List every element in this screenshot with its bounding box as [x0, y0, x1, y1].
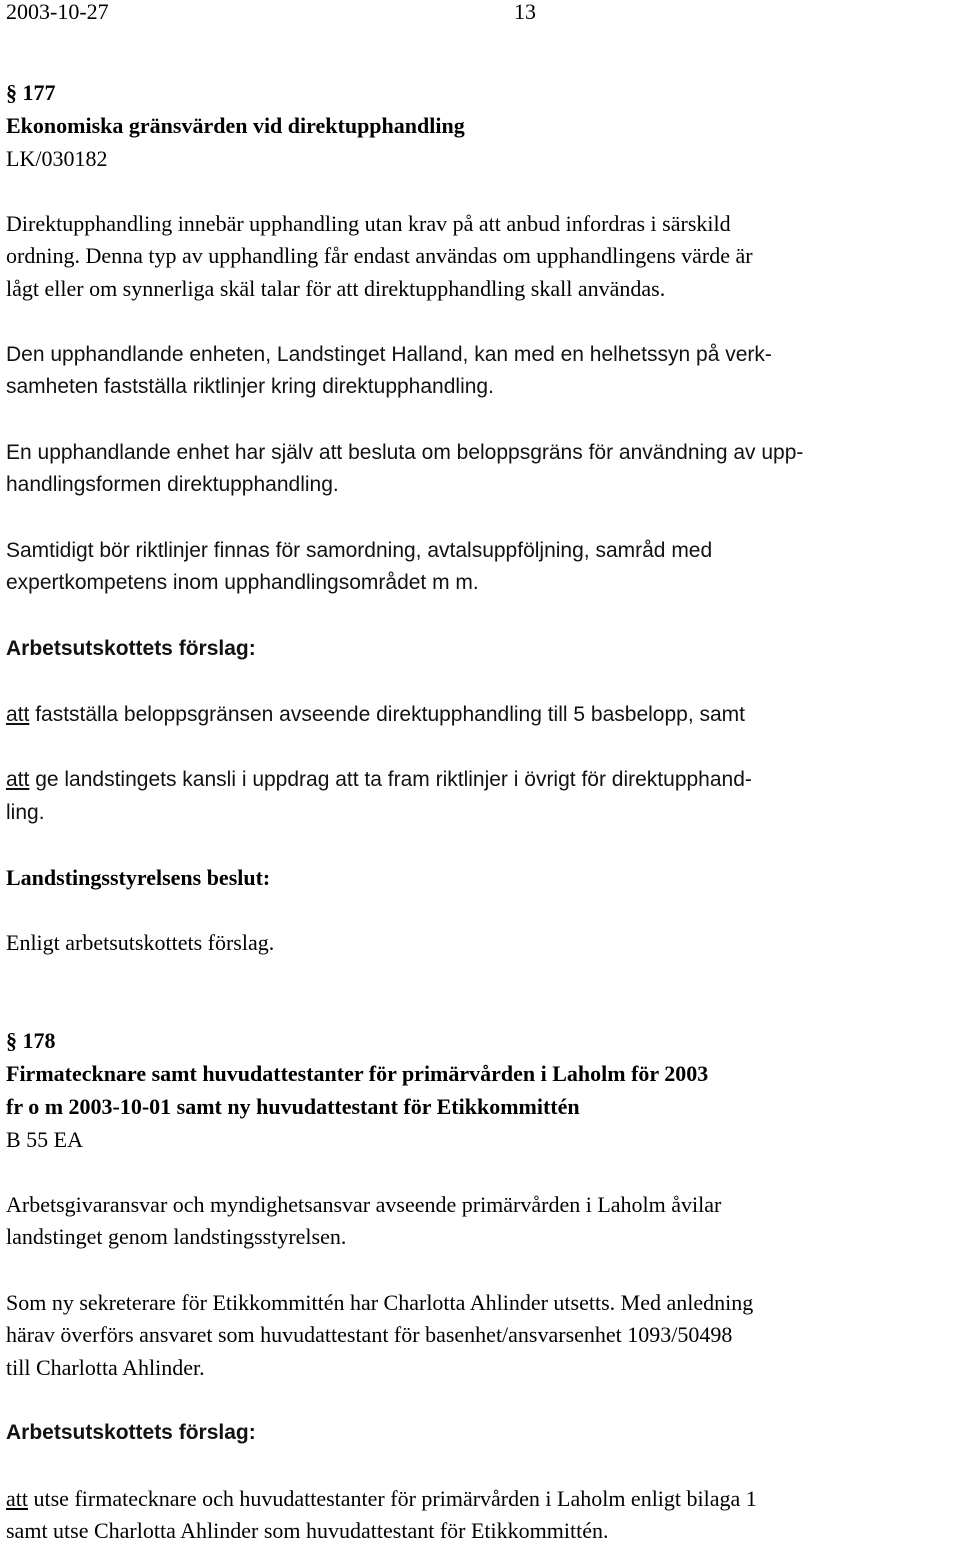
proposal-text: utse firmatecknare och huvudattestanter för primärvården i Laholm enligt bilaga 1: [28, 1486, 757, 1511]
att-keyword: att: [6, 703, 30, 726]
section-178-para1-line2: landstinget genom landstingsstyrelsen.: [6, 1224, 347, 1249]
section-178-proposal-heading: Arbetsutskottets förslag:: [6, 1421, 256, 1444]
section-178-para1-line1: Arbetsgivaransvar och myndighetsansvar avseende primärvården i Laholm åvilar: [6, 1192, 722, 1217]
section-178-proposal1-cont: samt utse Charlotta Ahlinder som huvudattestant för Etikkommittén.: [6, 1518, 609, 1543]
att-keyword: att: [6, 768, 30, 791]
section-178-para2-line2: härav överförs ansvaret som huvudattestant för basenhet/ansvarsenhet 1093/50498: [6, 1322, 733, 1347]
proposal-text: ge landstingets kansli i uppdrag att ta fram riktlinjer i övrigt för direktupphand-: [29, 768, 752, 791]
section-177-para1-line2: ordning. Denna typ av upphandling får endast användas om upphandlingens värde är: [6, 243, 753, 268]
section-178-title-line1: Firmatecknare samt huvudattestanter för primärvården i Laholm för 2003: [6, 1061, 709, 1086]
section-177-para1-line1: Direktupphandling innebär upphandling utan krav på att anbud infordras i särskild: [6, 211, 731, 236]
section-177-para3-line1: En upphandlande enhet har själv att besluta om beloppsgräns för användning av upp-: [6, 441, 804, 464]
section-177-para1-line3: lågt eller om synnerliga skäl talar för att direktupphandling skall användas.: [6, 276, 666, 301]
section-177-decision-heading: Landstingsstyrelsens beslut:: [6, 865, 271, 890]
section-178-para2-line3: till Charlotta Ahlinder.: [6, 1355, 205, 1380]
att-keyword: att: [6, 1486, 28, 1511]
section-177-para4-line1: Samtidigt bör riktlinjer finnas för samordning, avtalsuppföljning, samråd med: [6, 539, 713, 562]
section-177-proposal2-cont: ling.: [6, 801, 45, 824]
section-177-reference: LK/030182: [6, 146, 108, 171]
section-177-proposal2: [6, 764, 752, 796]
page-header: [6, 0, 109, 28]
section-177-para3-line2: handlingsformen direktupphandling.: [6, 473, 339, 496]
section-177-proposal-heading: Arbetsutskottets förslag:: [6, 637, 256, 660]
header-date: 2003-10-27: [6, 0, 109, 24]
section-178-title-line2: fr o m 2003-10-01 samt ny huvudattestant för Etikkommittén: [6, 1094, 580, 1119]
proposal-text: fastställa beloppsgränsen avseende direktupphandling till 5 basbelopp, samt: [29, 703, 745, 726]
section-178-reference: B 55 EA: [6, 1127, 83, 1152]
section-178-proposal1: [6, 1483, 757, 1515]
section-177-title: Ekonomiska gränsvärden vid direktupphandling: [6, 113, 465, 138]
section-177-para2-line1: Den upphandlande enheten, Landstinget Halland, kan med en helhetssyn på verk-: [6, 343, 772, 366]
section-177-decision: Enligt arbetsutskottets förslag.: [6, 930, 275, 955]
section-177-mark: § 177: [6, 80, 56, 105]
section-177-para2-line2: samheten fastställa riktlinjer kring direktupphandling.: [6, 375, 494, 398]
section-177-proposal1: [6, 699, 745, 731]
section-178-para2-line1: Som ny sekreterare för Etikkommittén har Charlotta Ahlinder utsetts. Med anledning: [6, 1290, 754, 1315]
header-page-number: 13: [514, 0, 536, 24]
section-177-para4-line2: expertkompetens inom upphandlingsområdet m m.: [6, 571, 479, 594]
section-178-mark: § 178: [6, 1028, 56, 1053]
